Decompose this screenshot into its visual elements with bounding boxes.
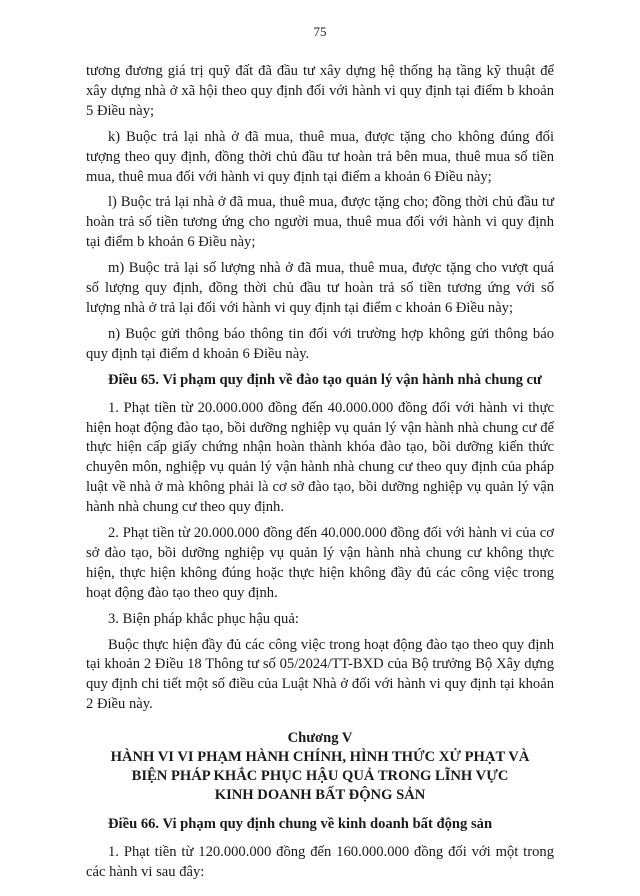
- chapter-title-line: KINH DOANH BẤT ĐỘNG SẢN: [214, 787, 426, 804]
- paragraph: k) Buộc trả lại nhà ở đã mua, thuê mua, được tặng cho không đúng đối tượng theo quy định, đồng thời chủ đầu tư hoàn trả bên mua, thuê mua số tiền mua, thuê mua đối với hành vi quy định tại điểm a khoản 6 Điều này;: [86, 128, 554, 185]
- chapter-title-line: BIỆN PHÁP KHẮC PHỤC HẬU QUẢ TRONG LĨNH VỰC: [131, 768, 509, 785]
- article-heading: Điều 66. Vi phạm quy định chung về kinh doanh bất động sản: [108, 816, 493, 833]
- chapter-title-line: HÀNH VI VI PHẠM HÀNH CHÍNH, HÌNH THỨC XỬ PHẠT VÀ: [110, 749, 530, 766]
- paragraph: 3. Biện pháp khắc phục hậu quả:: [108, 610, 299, 627]
- chapter-label: Chương V: [287, 730, 353, 747]
- paragraph: 1. Phạt tiền từ 20.000.000 đồng đến 40.000.000 đồng đối với hành vi thực hiện hoạt động đào tạo, bồi dưỡng nghiệp vụ quản lý vận hành nhà chung cư để thực hiện cấp giấy chứng nhận hoàn thành khóa đào tạo, bồi dưỡng kiến thức chuyên môn, nghiệp vụ quản lý vận hành nhà chung cư theo quy định của pháp luật về nhà ở mà không phải là cơ sở đào tạo, bồi dưỡng nghiệp vụ quản lý vận hành nhà chung cư theo quy định.: [86, 399, 554, 516]
- document-body: [86, 62, 554, 889]
- page-number: 75: [313, 24, 327, 39]
- paragraph: Buộc thực hiện đầy đủ các công việc trong hoạt động đào tạo theo quy định tại khoản 2 Điều 18 Thông tư số 05/2024/TT-BXD của Bộ trưởng Bộ Xây dựng quy định chi tiết một số điều của Luật Nhà ở đối với hành vi quy định tại khoản 2 Điều này.: [86, 636, 554, 713]
- paragraph: 2. Phạt tiền từ 20.000.000 đồng đến 40.000.000 đồng đối với hành vi của cơ sở đào tạo, bồi dưỡng nghiệp vụ quản lý vận hành nhà chung cư không thực hiện, thực hiện không đúng hoặc thực hiện không đầy đủ các công việc trong hoạt động đào tạo theo quy định.: [86, 525, 554, 601]
- article-heading: Điều 65. Vi phạm quy định về đào tạo quản lý vận hành nhà chung cư: [108, 371, 542, 388]
- paragraph: 1. Phạt tiền từ 120.000.000 đồng đến 160.000.000 đồng đối với một trong các hành vi sau đây:: [86, 844, 554, 880]
- paragraph: m) Buộc trả lại số lượng nhà ở đã mua, thuê mua, được tặng cho vượt quá số lượng quy định, đồng thời chủ đầu tư hoàn trả số tiền tương ứng với số lượng nhà ở trả lại đối với hành vi quy định tại điểm c khoản 6 Điều này;: [86, 260, 554, 316]
- paragraph: l) Buộc trả lại nhà ở đã mua, thuê mua, được tặng cho; đồng thời chủ đầu tư hoàn trả số tiền tương ứng cho người mua, thuê mua đối với hành vi quy định tại điểm b khoản 6 Điều này;: [86, 194, 554, 251]
- chapter-heading: [86, 729, 554, 805]
- paragraph: n) Buộc gửi thông báo thông tin đối với trường hợp không gửi thông báo quy định tại điểm d khoản 6 Điều này.: [86, 325, 554, 362]
- paragraph: tương đương giá trị quỹ đất đã đầu tư xây dựng hệ thống hạ tầng kỹ thuật để xây dựng nhà ở xã hội theo quy định đối với hành vi quy định tại điểm b khoản 5 Điều này;: [86, 63, 554, 119]
